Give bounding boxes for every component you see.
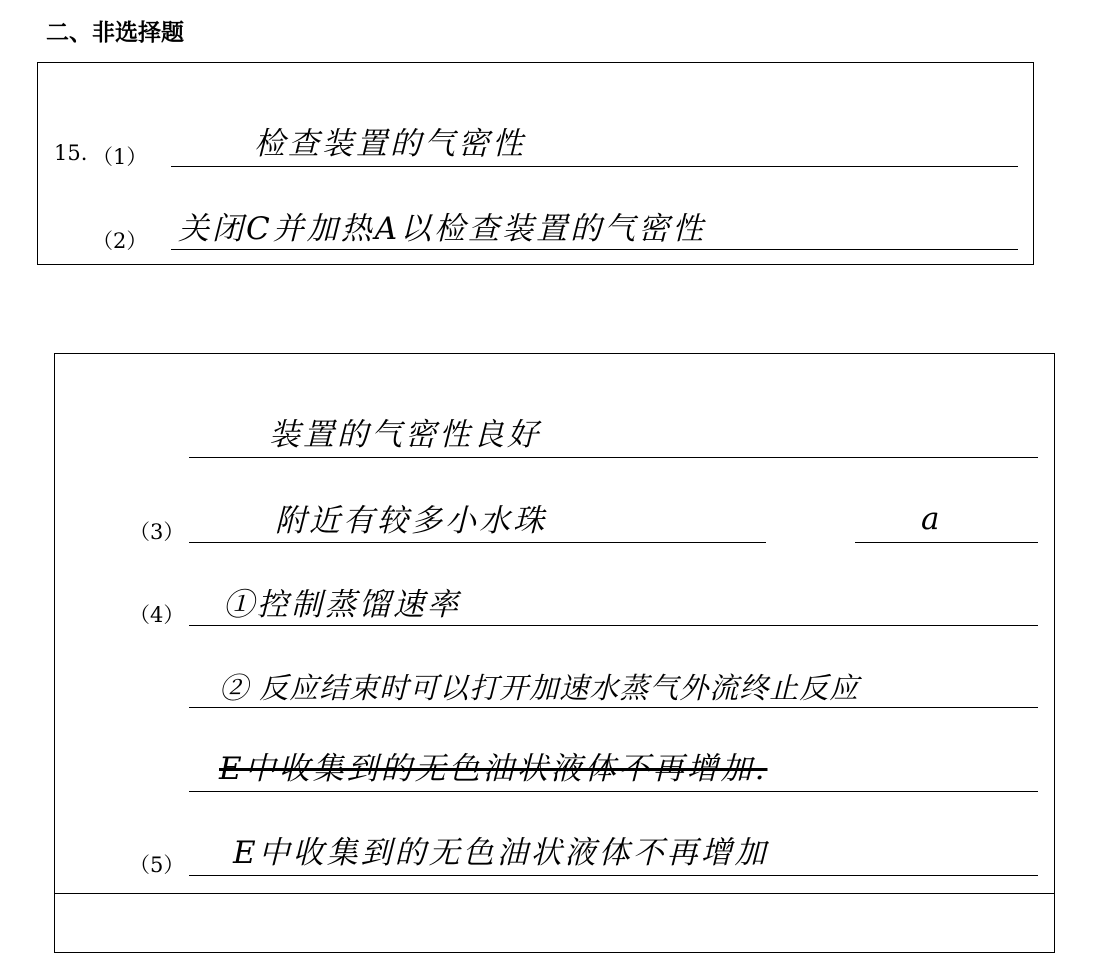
- part-3-label: （3）: [129, 520, 185, 544]
- part-2-label: （2）: [92, 229, 148, 253]
- answer-line-5: [189, 625, 1038, 626]
- question-number: 15.: [54, 141, 88, 165]
- answer-box-2: [54, 353, 1055, 953]
- part-4-label: （4）: [129, 603, 185, 627]
- answer-line-4b: [855, 542, 1038, 543]
- answer-line-4a: [189, 542, 766, 543]
- part-4-answer-2: ② 反应结束时可以打开加速水蒸气外流终止反应: [219, 671, 860, 705]
- answer-line-8: [189, 875, 1038, 876]
- part-3-answer-b: a: [921, 501, 943, 537]
- answer-line-1: [171, 166, 1018, 167]
- part-5-answer: E中收集到的无色油状液体不再增加: [233, 835, 769, 871]
- part-1-answer: 检查装置的气密性: [254, 126, 526, 162]
- part-4-answer-1: ①控制蒸馏速率: [223, 587, 461, 623]
- answer-line-7: [189, 791, 1038, 792]
- part-2-answer: 关闭C并加热A以检查装置的气密性: [178, 211, 707, 247]
- crossed-out-answer: E中收集到的无色油状液体不再增加.: [219, 751, 768, 787]
- part-5-label: （5）: [129, 853, 185, 877]
- box-divider: [55, 893, 1054, 894]
- answer-line-6: [189, 707, 1038, 708]
- answer-line-2: [171, 249, 1018, 250]
- section-title: 二、非选择题: [46, 20, 184, 46]
- part-2-continued-answer: 装置的气密性良好: [269, 417, 541, 453]
- answer-box-1: [37, 62, 1034, 265]
- part-3-answer-a: 附近有较多小水珠: [275, 503, 547, 539]
- answer-line-3: [189, 457, 1038, 458]
- part-1-label: （1）: [92, 145, 148, 169]
